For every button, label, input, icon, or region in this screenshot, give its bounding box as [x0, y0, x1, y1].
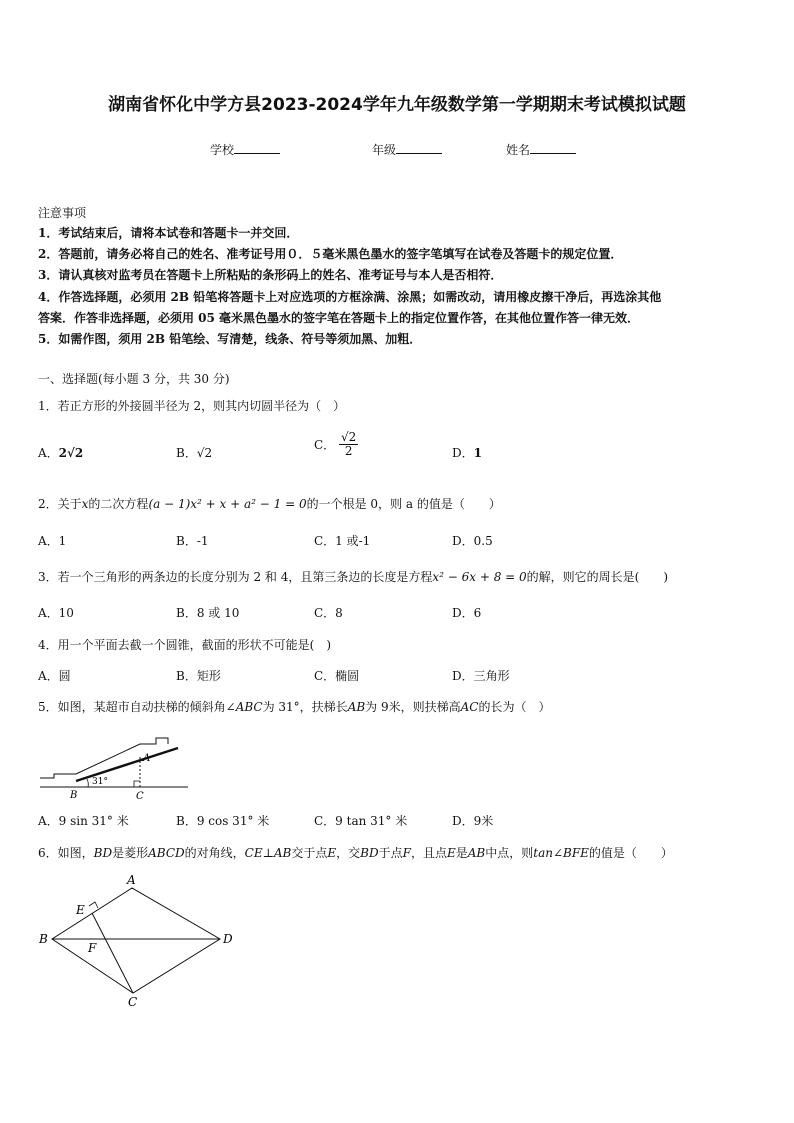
stem-text: 为 9米，则扶梯高	[365, 700, 461, 714]
question-3-stem	[38, 568, 668, 585]
note-item: 2．答题前，请务必将自己的姓名、准考证号用０．５毫米黑色墨水的签字笔填写在试卷及答题卡的规定位置．	[38, 247, 623, 261]
math-point: E	[446, 846, 456, 860]
note-item: 3．请认真核对监考员在答题卡上所粘贴的条形码上的姓名、准考证号与本人是否相符．	[38, 268, 503, 282]
point-label-e: E	[76, 903, 85, 917]
school-field[interactable]	[210, 141, 280, 158]
q3-option-d[interactable]: D．6	[452, 606, 482, 620]
math-segment: AC	[460, 700, 479, 714]
grade-field[interactable]	[372, 141, 442, 158]
stem-text: 中点，则	[485, 846, 534, 860]
q2-option-a[interactable]: A．1	[38, 534, 67, 548]
notes-heading: 注意事项	[38, 206, 87, 220]
q3-option-b[interactable]: B．8 或 10	[176, 606, 240, 620]
q1-option-d[interactable]	[452, 444, 482, 461]
math-expression: tan∠BFE	[533, 846, 589, 860]
name-field[interactable]	[506, 141, 576, 158]
q4-option-c[interactable]: C．椭圆	[314, 669, 360, 683]
angle-label: 31°	[92, 777, 108, 787]
stem-text: 6．如图，	[38, 846, 94, 860]
stem-text: 是菱形	[112, 846, 149, 860]
question-1-stem: 1．若正方形的外接圆半径为 2，则其内切圆半径为（ ）	[38, 399, 346, 413]
math-point: E	[327, 846, 337, 860]
stem-text: ，交	[336, 846, 361, 860]
math-equation: (a − 1)x² + x + a² − 1 = 0	[148, 497, 307, 511]
q2-option-c[interactable]: C．1 或-1	[314, 534, 371, 548]
note-item: 答案．作答非选择题，必须用 05 毫米黑色墨水的签字笔在答题卡上的指定位置作答，在其他位置作答一律无效．	[38, 311, 640, 325]
angle-arc	[87, 779, 88, 787]
stem-text: ，且点	[410, 846, 447, 860]
q4-option-b[interactable]: B．矩形	[176, 669, 221, 683]
section-heading: 一、选择题(每小题 3 分，共 30 分)	[38, 372, 230, 386]
point-label-a: A	[143, 753, 151, 764]
fraction-numerator: √2	[341, 430, 357, 444]
stem-text: 为 31°，扶梯长	[262, 700, 348, 714]
fraction-denominator: 2	[344, 444, 353, 459]
q1-option-c[interactable]	[314, 431, 358, 458]
q5-option-c[interactable]: C．9 tan 31° 米	[314, 814, 408, 828]
note-item: 1．考试结束后，请将本试卷和答题卡一并交回．	[38, 226, 299, 240]
stem-text: 的值是（ ）	[588, 846, 673, 860]
q4-option-d[interactable]: D．三角形	[452, 669, 510, 683]
math-segment: BD	[360, 846, 379, 860]
math-segment: AB	[467, 846, 486, 860]
note-item: 5．如需作图，须用 2B 铅笔绘、写清楚，线条、符号等须加黑、加粗．	[38, 332, 422, 346]
q4-option-a[interactable]: A．圆	[38, 669, 71, 683]
option-letter: A．	[38, 446, 59, 460]
q1-option-b[interactable]	[176, 444, 212, 461]
point-label-f: F	[88, 941, 97, 955]
option-letter: C．	[314, 438, 336, 453]
point-label-d: D	[223, 932, 233, 946]
stem-text: 5．如图，某超市自动扶梯的倾斜角	[38, 700, 226, 714]
q1-option-a[interactable]	[38, 444, 83, 461]
math-segment: AB	[347, 700, 366, 714]
q5-option-d[interactable]: D．9米	[452, 814, 494, 828]
stem-text: 于点	[378, 846, 403, 860]
school-label: 学校	[210, 143, 235, 157]
option-letter: D．	[452, 446, 474, 460]
stem-text: 是	[455, 846, 468, 860]
math-point: F	[402, 846, 411, 860]
right-angle-mark	[134, 781, 140, 787]
name-label: 姓名	[506, 143, 531, 157]
right-angle-mark	[89, 902, 98, 908]
segment-ce	[92, 913, 133, 993]
stem-text: 的一个根是 0，则 a 的值是（ ）	[306, 497, 501, 511]
q3-option-a[interactable]: A．10	[38, 606, 74, 620]
grade-label: 年级	[372, 143, 397, 157]
math-angle: ∠ABC	[225, 700, 263, 714]
stem-text: 的对角线，	[184, 846, 245, 860]
escalator-figure	[36, 730, 196, 802]
point-label-b: B	[39, 932, 48, 946]
stem-text: 的二次方程	[88, 497, 149, 511]
point-label-c: C	[136, 791, 144, 802]
stem-text: 交于点	[291, 846, 328, 860]
school-blank[interactable]	[234, 141, 280, 154]
grade-blank[interactable]	[396, 141, 442, 154]
point-label-b: B	[70, 790, 78, 801]
fraction	[339, 431, 358, 458]
option-value: 1	[473, 446, 482, 460]
math-equation: x² − 6x + 8 = 0	[432, 570, 527, 584]
q2-option-d[interactable]: D．0.5	[452, 534, 493, 548]
point-label-c: C	[128, 995, 138, 1009]
stem-text: 2．关于	[38, 497, 82, 511]
q5-option-b[interactable]: B．9 cos 31° 米	[176, 814, 270, 828]
option-letter: B．	[176, 446, 197, 460]
stem-text: 的解，则它的周长是( )	[526, 570, 669, 584]
option-value: √2	[196, 446, 213, 460]
question-2-stem	[38, 495, 501, 512]
question-6-stem	[38, 844, 673, 861]
stem-text: 的长为（ ）	[478, 700, 551, 714]
math-figure: ABCD	[148, 846, 185, 860]
option-value: 2√2	[58, 446, 84, 460]
point-label-a: A	[127, 873, 136, 887]
math-segment: BD	[93, 846, 113, 860]
question-5-stem	[38, 698, 551, 715]
page-title: 湖南省怀化中学方县2023-2024学年九年级数学第一学期期末考试模拟试题	[108, 95, 686, 115]
q3-option-c[interactable]: C．8	[314, 606, 343, 620]
rhombus-figure	[36, 868, 246, 1013]
math-var: x	[81, 497, 89, 511]
q2-option-b[interactable]: B．-1	[176, 534, 209, 548]
q5-option-a[interactable]: A．9 sin 31° 米	[38, 814, 129, 828]
name-blank[interactable]	[530, 141, 576, 154]
note-item: 4．作答选择题，必须用 2B 铅笔将答题卡上对应选项的方框涂满、涂黑；如需改动，请用橡皮擦干净后，再选涂其他	[38, 290, 662, 304]
stem-text: 3．若一个三角形的两条边的长度分别为 2 和 4，且第三条边的长度是方程	[38, 570, 433, 584]
question-4-stem: 4．用一个平面去截一个圆锥，截面的形状不可能是( )	[38, 638, 332, 652]
math-relation: CE⊥AB	[244, 846, 292, 860]
